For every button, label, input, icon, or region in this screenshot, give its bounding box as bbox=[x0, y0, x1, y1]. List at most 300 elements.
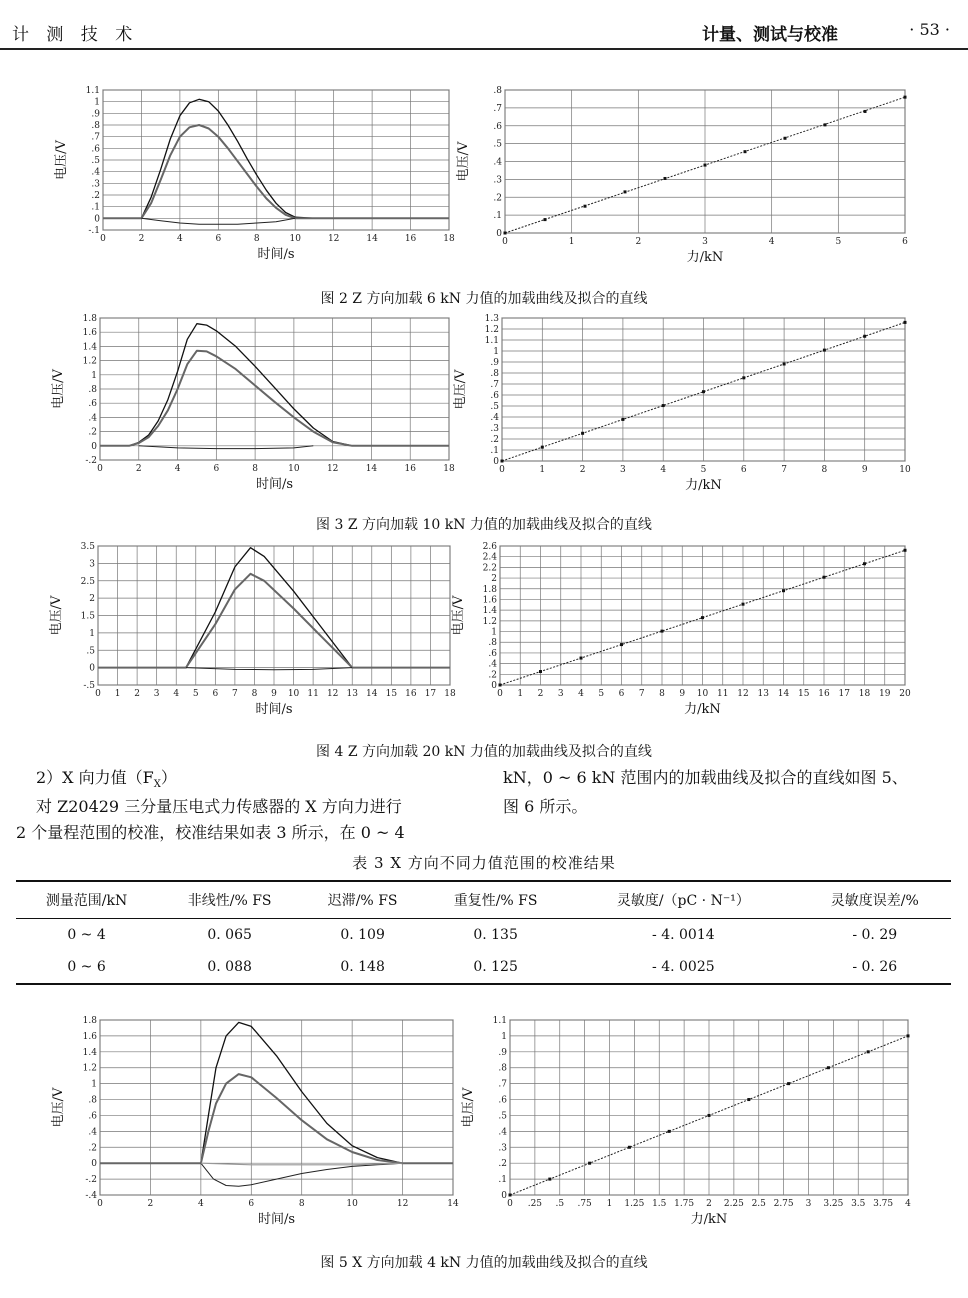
y-axis-label: 电压/V bbox=[453, 369, 468, 410]
x-tick-label: 3 bbox=[702, 237, 708, 247]
table-cell: - 0. 26 bbox=[799, 951, 951, 984]
y-tick-label: 1 bbox=[493, 347, 499, 357]
y-tick-label: 2.2 bbox=[482, 563, 497, 574]
data-point bbox=[863, 562, 866, 565]
data-point bbox=[701, 616, 704, 619]
y-tick-label: .4 bbox=[88, 1127, 97, 1138]
x-tick-label: 17 bbox=[838, 689, 850, 699]
y-tick-label: .4 bbox=[498, 1127, 507, 1138]
x-tick-label: 0 bbox=[100, 234, 106, 244]
y-tick-label: 1 bbox=[89, 628, 95, 639]
data-point bbox=[628, 1146, 631, 1149]
page-header bbox=[0, 0, 968, 50]
x-tick-label: 6 bbox=[215, 234, 222, 244]
y-axis-label: 电压/V bbox=[49, 595, 64, 636]
y-tick-label: .2 bbox=[88, 427, 97, 438]
x-tick-label: 10 bbox=[696, 689, 709, 699]
x-tick-label: 3.5 bbox=[851, 1199, 866, 1209]
x-tick-label: 10 bbox=[288, 464, 300, 474]
y-tick-label: 3 bbox=[89, 559, 95, 570]
x-tick-label: 10 bbox=[899, 465, 911, 475]
y-tick-label: .5 bbox=[91, 156, 100, 166]
y-tick-label: .7 bbox=[493, 103, 502, 114]
y-tick-label: .4 bbox=[91, 167, 100, 178]
x-tick-label: 5 bbox=[598, 689, 605, 699]
x-tick-label: 9 bbox=[861, 465, 868, 475]
y-tick-label: .6 bbox=[88, 1111, 97, 1122]
table-cell: 0 ~ 4 bbox=[67, 927, 106, 943]
table-cell: - 0. 29 bbox=[852, 927, 898, 943]
x-tick-label: 0 bbox=[95, 689, 101, 699]
data-point bbox=[580, 657, 583, 660]
y-tick-label: 0 bbox=[493, 457, 499, 467]
x-tick-label: 16 bbox=[818, 689, 830, 699]
y-tick-label: 1.8 bbox=[82, 314, 97, 324]
y-tick-label: .1 bbox=[91, 202, 100, 213]
x-tick-label: 7 bbox=[232, 689, 238, 699]
chart-fig4-voltage-force bbox=[451, 540, 915, 724]
y-tick-label: .2 bbox=[493, 193, 502, 204]
x-tick-label: 9 bbox=[271, 689, 277, 699]
y-tick-label: -.1 bbox=[88, 226, 100, 236]
data-point bbox=[621, 418, 624, 421]
y-axis-label: 电压/V bbox=[54, 140, 69, 180]
y-tick-label: 0 bbox=[91, 1159, 97, 1170]
x-tick-label: 13 bbox=[346, 689, 358, 699]
chart-fig4-voltage-time bbox=[49, 540, 456, 724]
data-point bbox=[742, 376, 745, 379]
paragraph-right-line2: 图 6 所示。 bbox=[503, 797, 588, 816]
y-tick-label: .9 bbox=[490, 358, 499, 368]
y-tick-label: 1.4 bbox=[82, 1047, 97, 1058]
data-point bbox=[499, 684, 502, 687]
table-header-cell: 灵敏度/（pC · N⁻¹） bbox=[568, 881, 798, 919]
x-tick-label: .25 bbox=[527, 1199, 543, 1209]
table-cell: 0. 135 bbox=[473, 927, 518, 943]
y-tick-label: 1.6 bbox=[82, 1031, 97, 1042]
x-tick-label: 4 bbox=[768, 237, 775, 247]
x-tick-label: 3.75 bbox=[873, 1199, 894, 1209]
y-tick-label: 0 bbox=[94, 214, 100, 225]
x-axis-label: 时间/s bbox=[255, 477, 294, 492]
table-header-cell: 测量范围/kN bbox=[16, 881, 157, 919]
table-header-row bbox=[16, 881, 951, 919]
data-point bbox=[584, 205, 587, 208]
y-tick-label: .8 bbox=[88, 385, 97, 395]
x-tick-label: 8 bbox=[253, 234, 260, 244]
data-point bbox=[581, 432, 584, 435]
y-tick-label: 2.5 bbox=[80, 576, 95, 587]
x-tick-label: 14 bbox=[366, 234, 378, 244]
y-tick-label: -.2 bbox=[85, 1175, 97, 1186]
y-tick-label: 1.1 bbox=[484, 336, 499, 346]
x-tick-label: 1 bbox=[568, 237, 575, 247]
figure-4-caption: 图 4 Z 方向加载 20 kN 力值的加载曲线及拟合的直线 bbox=[316, 744, 652, 760]
x-tick-label: 12 bbox=[326, 689, 339, 699]
x-tick-label: 1 bbox=[539, 465, 546, 475]
y-tick-label: 1.4 bbox=[82, 342, 97, 353]
x-tick-label: 0 bbox=[502, 237, 508, 247]
data-point bbox=[744, 150, 747, 153]
x-tick-label: 16 bbox=[404, 464, 416, 474]
y-tick-label: .8 bbox=[88, 1095, 97, 1106]
x-tick-label: 4 bbox=[578, 689, 584, 699]
data-point bbox=[504, 232, 507, 235]
x-tick-label: 2 bbox=[537, 689, 544, 699]
x-tick-label: 8 bbox=[659, 689, 665, 699]
x-tick-label: 3 bbox=[153, 689, 160, 699]
data-point bbox=[509, 1194, 512, 1197]
y-tick-label: 2 bbox=[89, 594, 95, 605]
table-cell: 0. 088 bbox=[157, 951, 302, 984]
x-tick-label: 14 bbox=[447, 1199, 459, 1209]
x-axis-label: 时间/s bbox=[257, 247, 295, 262]
data-point bbox=[783, 362, 786, 365]
x-tick-label: 6 bbox=[212, 689, 219, 699]
y-tick-label: .2 bbox=[88, 1143, 97, 1154]
data-point bbox=[823, 576, 826, 579]
paragraph-left-line2: 2 个量程范围的校准，校准结果如表 3 所示，在 0 ~ 4 bbox=[16, 823, 405, 842]
page-number: · 53 · bbox=[909, 20, 950, 39]
y-tick-label: .6 bbox=[490, 391, 499, 401]
section-title: 计量、测试与校准 bbox=[702, 25, 838, 45]
x-tick-label: 0 bbox=[97, 464, 103, 474]
x-tick-label: 9 bbox=[679, 689, 686, 699]
y-tick-label: .8 bbox=[493, 86, 502, 96]
x-tick-label: 4 bbox=[173, 689, 180, 699]
table-cell: - 4. 0014 bbox=[652, 927, 715, 943]
data-point bbox=[787, 1082, 790, 1085]
x-tick-label: 18 bbox=[444, 689, 456, 699]
x-axis-label: 力/kN bbox=[686, 250, 724, 265]
x-tick-label: 18 bbox=[858, 689, 871, 699]
table-header-cell: 迟滞/% FS bbox=[302, 881, 423, 919]
table-cell: 0. 109 bbox=[340, 927, 385, 943]
section-heading: 2）X 向力值$(F_X)$ bbox=[36, 768, 177, 791]
journal-name: 计 测 技 术 bbox=[12, 25, 139, 45]
data-point bbox=[539, 670, 542, 673]
x-tick-label: 1.5 bbox=[652, 1199, 667, 1209]
data-point bbox=[747, 1098, 750, 1101]
y-tick-label: 1.8 bbox=[82, 1016, 97, 1026]
y-tick-label: 1.6 bbox=[82, 328, 97, 339]
data-point bbox=[824, 123, 827, 126]
y-tick-label: .5 bbox=[493, 139, 502, 150]
y-tick-label: 0 bbox=[91, 441, 97, 452]
x-tick-label: 14 bbox=[365, 464, 378, 474]
y-tick-label: .2 bbox=[488, 670, 497, 681]
x-tick-label: 18 bbox=[443, 234, 455, 244]
x-axis-label: 时间/s bbox=[257, 1212, 296, 1227]
x-tick-label: 10 bbox=[287, 689, 300, 699]
y-tick-label: 0 bbox=[89, 663, 95, 674]
x-tick-label: 12 bbox=[737, 689, 749, 699]
y-tick-label: .1 bbox=[490, 446, 499, 456]
x-tick-label: 4 bbox=[177, 234, 183, 244]
table-cell: 0 ~ 6 bbox=[16, 951, 157, 984]
x-tick-label: 3 bbox=[805, 1199, 812, 1209]
x-tick-label: 10 bbox=[289, 234, 301, 244]
x-tick-label: 2.25 bbox=[723, 1199, 744, 1209]
data-point bbox=[501, 460, 504, 463]
x-tick-label: 2 bbox=[138, 234, 145, 244]
y-tick-label: .4 bbox=[490, 413, 499, 423]
x-tick-label: 4 bbox=[660, 465, 667, 475]
data-point bbox=[620, 643, 623, 646]
table-cell: 0. 148 bbox=[302, 951, 423, 984]
table-header-cell: 非线性/% FS bbox=[157, 881, 302, 919]
x-tick-label: 0 bbox=[497, 689, 503, 699]
table-header-cell: 灵敏度误差/% bbox=[799, 881, 951, 919]
y-tick-label: 1.3 bbox=[484, 314, 499, 324]
x-tick-label: 3 bbox=[557, 689, 564, 699]
x-axis-label: 力/kN bbox=[685, 478, 722, 493]
x-tick-label: 1 bbox=[517, 689, 524, 699]
x-tick-label: 2 bbox=[147, 1199, 154, 1209]
data-point bbox=[708, 1114, 711, 1117]
y-tick-label: 1.1 bbox=[85, 86, 100, 96]
y-tick-label: .2 bbox=[498, 1159, 507, 1170]
data-point bbox=[867, 1050, 870, 1053]
y-tick-label: -.4 bbox=[85, 1191, 97, 1201]
table-cell: - 4. 0025 bbox=[568, 951, 798, 984]
x-axis-label: 力/kN bbox=[684, 702, 721, 717]
table-row bbox=[16, 951, 951, 984]
x-tick-label: 2 bbox=[706, 1199, 712, 1209]
y-tick-label: .6 bbox=[88, 399, 97, 410]
x-tick-label: 5 bbox=[835, 237, 842, 247]
y-tick-label: .6 bbox=[498, 1095, 507, 1106]
table-cell: 0. 125 bbox=[423, 951, 568, 984]
table-row bbox=[16, 919, 951, 952]
y-tick-label: .7 bbox=[91, 132, 100, 143]
data-point bbox=[588, 1162, 591, 1165]
y-tick-label: .6 bbox=[493, 121, 502, 132]
chart-fig2-voltage-time bbox=[54, 86, 455, 268]
y-tick-label: 2.4 bbox=[482, 552, 497, 563]
x-tick-label: 1.75 bbox=[674, 1199, 695, 1209]
data-point bbox=[702, 390, 705, 393]
y-tick-label: 0 bbox=[491, 681, 497, 691]
x-tick-label: 5 bbox=[192, 689, 199, 699]
y-tick-label: 1.2 bbox=[482, 616, 497, 627]
data-point bbox=[668, 1130, 671, 1133]
x-tick-label: 7 bbox=[781, 465, 787, 475]
y-tick-label: .8 bbox=[490, 369, 499, 379]
y-tick-label: .7 bbox=[490, 380, 499, 390]
chart-fig3-voltage-time bbox=[51, 312, 455, 496]
x-tick-label: 10 bbox=[346, 1199, 358, 1209]
x-tick-label: 2.5 bbox=[751, 1199, 766, 1209]
y-tick-label: 1.2 bbox=[484, 325, 499, 335]
figure-5-caption: 图 5 X 方向加载 4 kN 力值的加载曲线及拟合的直线 bbox=[320, 1255, 648, 1271]
chart-fig2-voltage-force bbox=[456, 86, 915, 268]
x-tick-label: .75 bbox=[577, 1199, 592, 1209]
y-tick-label: .7 bbox=[498, 1079, 507, 1090]
figure-3-caption: 图 3 Z 方向加载 10 kN 力值的加载曲线及拟合的直线 bbox=[316, 517, 652, 533]
x-tick-label: 4 bbox=[174, 464, 181, 474]
y-tick-label: 1.2 bbox=[82, 1063, 97, 1074]
paragraph-left-line1: 对 Z20429 三分量压电式力传感器的 X 方向力进行 bbox=[36, 797, 402, 816]
x-tick-label: 0 bbox=[507, 1199, 513, 1209]
y-tick-label: .3 bbox=[498, 1143, 507, 1154]
chart-fig5-voltage-force bbox=[462, 1014, 915, 1234]
x-tick-label: 12 bbox=[326, 464, 339, 474]
x-tick-label: 16 bbox=[404, 234, 417, 244]
x-tick-label: 4 bbox=[197, 1199, 204, 1209]
x-tick-label: 2.75 bbox=[773, 1199, 794, 1209]
y-tick-label: 1.6 bbox=[482, 595, 497, 606]
y-tick-label: -.2 bbox=[85, 456, 97, 466]
y-tick-label: .2 bbox=[490, 435, 499, 445]
x-tick-label: 8 bbox=[252, 464, 258, 474]
x-tick-label: 3 bbox=[620, 465, 626, 475]
y-tick-label: 0 bbox=[501, 1191, 507, 1201]
y-tick-label: 1 bbox=[94, 97, 100, 108]
y-tick-label: 1.4 bbox=[482, 606, 497, 617]
data-point bbox=[827, 1066, 830, 1069]
data-point bbox=[661, 630, 664, 633]
y-tick-label: 1.8 bbox=[482, 584, 497, 595]
x-tick-label: 1 bbox=[606, 1199, 613, 1209]
y-tick-label: .4 bbox=[88, 413, 97, 424]
x-tick-label: 6 bbox=[248, 1199, 255, 1209]
plot-area bbox=[100, 1020, 453, 1195]
y-tick-label: 1 bbox=[501, 1031, 507, 1042]
y-tick-label: .4 bbox=[488, 659, 497, 670]
table-header-cell: 重复性/% FS bbox=[423, 881, 568, 919]
x-tick-label: 11 bbox=[717, 689, 729, 699]
data-point bbox=[904, 549, 907, 552]
y-tick-label: .5 bbox=[86, 646, 95, 657]
y-tick-label: .5 bbox=[498, 1111, 507, 1122]
x-tick-label: 8 bbox=[821, 465, 828, 475]
x-tick-label: 0 bbox=[499, 465, 505, 475]
x-axis-label: 时间/s bbox=[255, 702, 293, 717]
table-3-caption: 表 3 X 方向不同力值范围的校准结果 bbox=[352, 854, 616, 872]
data-point bbox=[548, 1178, 551, 1181]
x-tick-label: 8 bbox=[251, 689, 258, 699]
x-tick-label: 8 bbox=[298, 1199, 305, 1209]
y-tick-label: .1 bbox=[498, 1175, 507, 1186]
y-tick-label: .9 bbox=[498, 1047, 507, 1058]
x-tick-label: 14 bbox=[366, 689, 378, 699]
y-tick-label: .8 bbox=[488, 638, 497, 649]
x-tick-label: 12 bbox=[396, 1199, 409, 1209]
y-tick-label: 1.2 bbox=[82, 356, 97, 367]
data-point bbox=[541, 446, 544, 449]
table-cell: 0. 065 bbox=[207, 927, 252, 943]
x-tick-label: 3.25 bbox=[823, 1199, 844, 1209]
x-tick-label: 1.25 bbox=[624, 1199, 645, 1209]
y-tick-label: .4 bbox=[493, 157, 502, 168]
y-tick-label: 1.1 bbox=[492, 1016, 507, 1026]
data-point bbox=[904, 96, 907, 99]
y-tick-label: .6 bbox=[91, 144, 100, 155]
data-point bbox=[863, 335, 866, 338]
x-tick-label: 16 bbox=[405, 689, 417, 699]
x-tick-label: 2 bbox=[635, 237, 642, 247]
y-tick-label: 1 bbox=[91, 370, 97, 381]
chart-fig3-voltage-force bbox=[455, 312, 915, 496]
x-tick-label: 0 bbox=[97, 1199, 103, 1209]
y-tick-label: .1 bbox=[493, 211, 502, 222]
x-tick-label: 7 bbox=[638, 689, 645, 699]
x-tick-label: 4 bbox=[905, 1199, 911, 1209]
y-tick-label: .8 bbox=[498, 1063, 507, 1074]
y-tick-label: .3 bbox=[490, 424, 499, 434]
y-axis-label: 电压/V bbox=[456, 141, 471, 182]
y-tick-label: -.5 bbox=[83, 681, 95, 691]
x-tick-label: 6 bbox=[740, 465, 747, 475]
data-point bbox=[823, 349, 826, 352]
data-point bbox=[904, 321, 907, 324]
y-tick-label: 3.5 bbox=[80, 542, 95, 552]
y-axis-label: 电压/V bbox=[51, 1087, 66, 1128]
x-tick-label: 15 bbox=[798, 689, 810, 699]
x-tick-label: 15 bbox=[385, 689, 398, 699]
x-axis-label: 力/kN bbox=[690, 1212, 728, 1227]
table-3 bbox=[16, 880, 951, 985]
x-tick-label: 1 bbox=[114, 689, 121, 699]
x-tick-label: 20 bbox=[899, 689, 911, 699]
x-tick-label: .5 bbox=[555, 1199, 565, 1209]
data-point bbox=[704, 164, 707, 167]
x-tick-label: 5 bbox=[700, 465, 707, 475]
y-tick-label: 1 bbox=[491, 627, 497, 638]
y-tick-label: 2.6 bbox=[482, 542, 497, 552]
y-axis-label: 电压/V bbox=[51, 369, 66, 409]
y-axis-label: 电压/V bbox=[461, 1087, 476, 1128]
figure-2-caption: 图 2 Z 方向加载 6 kN 力值的加载曲线及拟合的直线 bbox=[320, 291, 648, 307]
x-tick-label: 14 bbox=[777, 689, 790, 699]
y-tick-label: .5 bbox=[490, 402, 499, 412]
data-point bbox=[864, 110, 867, 113]
y-tick-label: .3 bbox=[493, 175, 502, 186]
y-tick-label: .9 bbox=[91, 109, 100, 120]
y-tick-label: 1 bbox=[91, 1079, 97, 1090]
chart-fig5-voltage-time bbox=[51, 1014, 460, 1234]
y-tick-label: .3 bbox=[91, 179, 100, 190]
y-tick-label: 1.5 bbox=[80, 611, 95, 622]
y-tick-label: 0 bbox=[496, 229, 502, 239]
x-tick-label: 12 bbox=[327, 234, 340, 244]
data-point bbox=[907, 1034, 910, 1037]
data-point bbox=[782, 589, 785, 592]
x-tick-label: 2 bbox=[134, 689, 140, 699]
data-point bbox=[544, 218, 547, 221]
x-tick-label: 6 bbox=[618, 689, 625, 699]
x-tick-label: 6 bbox=[902, 237, 908, 247]
y-axis-label: 电压/V bbox=[451, 595, 466, 636]
data-point bbox=[624, 190, 627, 193]
data-point bbox=[784, 137, 787, 140]
paragraph-right-line1: kN，0 ~ 6 kN 范围内的加载曲线及拟合的直线如图 5、 bbox=[503, 768, 908, 787]
data-point bbox=[742, 603, 745, 606]
x-tick-label: 18 bbox=[443, 464, 455, 474]
y-tick-label: .6 bbox=[488, 648, 497, 659]
x-tick-label: 6 bbox=[213, 464, 220, 474]
x-tick-label: 13 bbox=[757, 689, 769, 699]
x-tick-label: 11 bbox=[307, 689, 319, 699]
y-tick-label: .2 bbox=[91, 191, 100, 201]
x-tick-label: 2 bbox=[135, 464, 142, 474]
y-tick-label: .8 bbox=[91, 121, 100, 131]
x-tick-label: 19 bbox=[879, 689, 891, 699]
x-tick-label: 2 bbox=[579, 465, 586, 475]
y-tick-label: 2 bbox=[491, 574, 497, 585]
x-tick-label: 17 bbox=[424, 689, 437, 699]
